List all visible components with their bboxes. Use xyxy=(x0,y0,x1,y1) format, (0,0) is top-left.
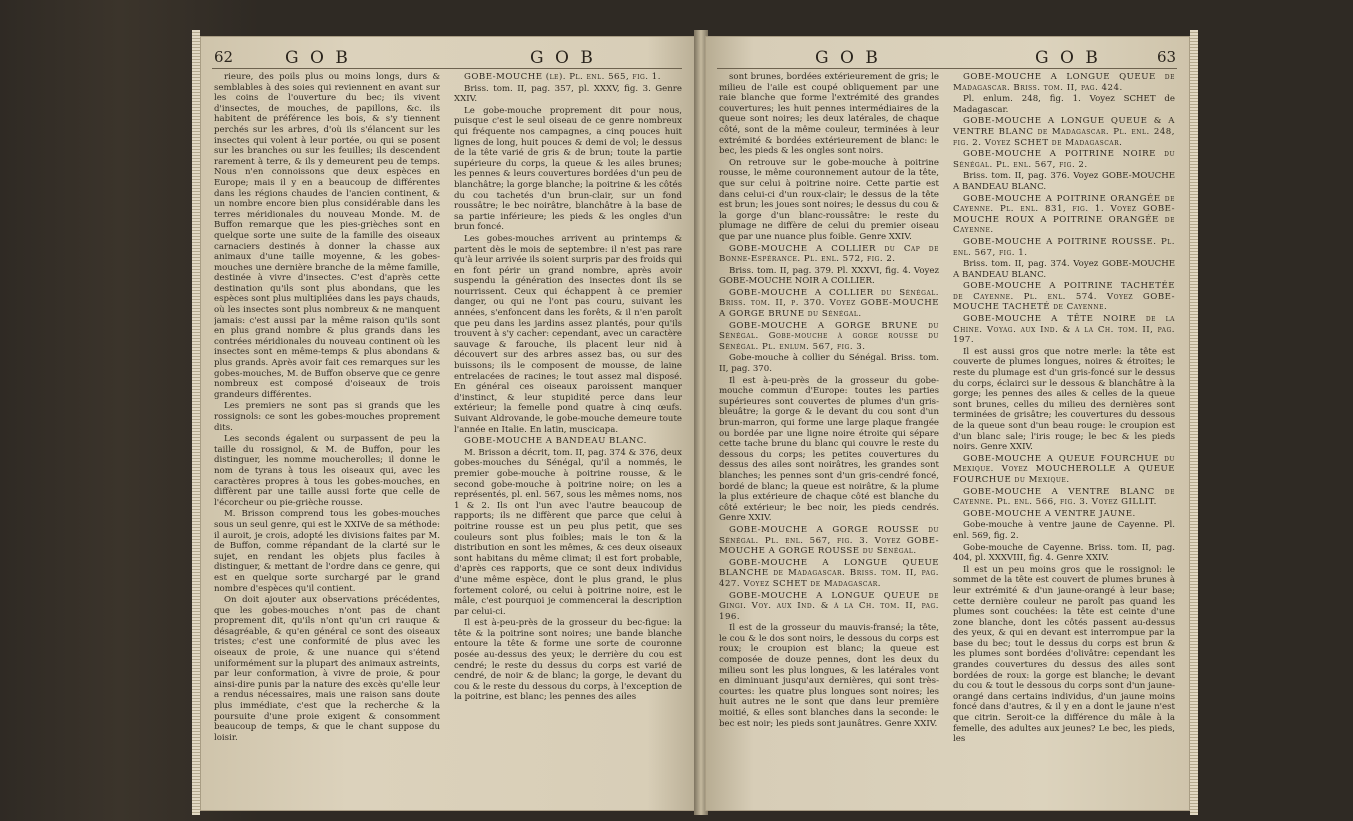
paragraph: Gobe-mouche à ventre jaune de Cayenne. Pl. enl. 569, fig. 2. xyxy=(953,520,1175,541)
paragraph: GOBE-MOUCHE A POITRINE NOIRE du Sénégal. Pl. enl. 567, fig. 2. xyxy=(953,149,1175,170)
page-number: 63 xyxy=(1157,48,1177,66)
text-column-1 xyxy=(719,72,939,797)
paragraph: GOBE-MOUCHE (le). Pl. enl. 565, fig. 1. xyxy=(464,72,661,82)
paragraph: GOBE-MOUCHE A GORGE ROUSSE du Sénégal. Pl. enl. 567, fig. 3. Voyez GOBE-MOUCHE A GORGE ROUSSE du Sénégal. xyxy=(719,524,939,557)
paragraph: Briss. tom. II, pag. 374. Voyez GOBE-MOUCHE A BANDEAU BLANC. xyxy=(953,259,1175,280)
right-page xyxy=(705,36,1190,811)
paragraph: Les gobes-mouches arrivent au printemps & partent dès le mois de septembre: il n'est pas rare qu'à leur arrivée ils soient surpris par des froids qui en font périr un grand nombre, après avoir suspendu la génération des insectes dont ils se nourrissent. Ceux qui échappent à ce premier danger, ou qui ne l'ont pas couru, suivant les années, s'enfoncent dans les forêts, & il n'en paroît que peu dans les jardins assez plantés, pour qu'ils trouvent à s'y cacher: cependant, avec un caractère sauvage & farouche, ils placent leur nid à découvert sur des arbres assez bas, ou sur des buissons; ils le composent de mousse, de laine entrelacées de racines; le tout assez mal disposé. En général ces oiseaux paroissent manquer d'instinct, & leur stupidité perce dans leur extérieur; la femelle pond quatre à cinq œufs. Suivant Aldrovande, le gobe-mouche demeure toute l'année en Italie. En latin, muscicapa. xyxy=(454,233,682,435)
paragraph: GOBE-MOUCHE A VENTRE BLANC de Cayenne. Pl. enl. 566, fig. 3. Voyez GILLIT. xyxy=(953,486,1175,508)
paragraph: Pl. enlum. 248, fig. 1. Voyez SCHET de Madagascar. xyxy=(953,94,1175,115)
paragraph: Briss. tom. II, pag. 379. Pl. XXXVI, fig. 4. Voyez GOBE-MOUCHE NOIR A COLLIER. xyxy=(719,265,939,287)
paragraph: GOBE-MOUCHE A COLLIER du Cap de Bonne-Espérance. Pl. enl. 572, fig. 2. xyxy=(719,243,939,265)
paragraph: GOBE-MOUCHE A BANDEAU BLANC. xyxy=(464,436,647,447)
running-head-right: G O B xyxy=(1035,48,1101,68)
paragraph: Le gobe-mouche proprement dit pour nous, puisque c'est le seul oiseau de ce genre nombreux qui fréquente nos campagnes, a cinq pouces huit lignes de long, huit pouces & demi de vol; le dessus de la tête varié de gris & de brun; toute la partie supérieure du corps, la queue & les ailes brunes; les pennes & leurs couvertures bordées d'un peu de blanchâtre; la gorge blanche; la poitrine & les côtés du cou tachetés d'un brun-clair, sur un fond roussâtre; le bec noirâtre, blanchâtre à la base de sa partie inférieure; les pieds & les ongles d'un brun foncé. xyxy=(454,105,682,233)
paragraph: GOBE-MOUCHE A TÊTE NOIRE de la Chine. Voyag. aux Ind. & à la Ch. tom. II, pag. 197. xyxy=(953,314,1175,346)
paragraph: Gobe-mouche à collier du Sénégal. Briss. tom. II, pag. 370. xyxy=(719,353,939,375)
paragraph: GOBE-MOUCHE A LONGUE QUEUE de Madagascar. Briss. tom. II, pag. 424. xyxy=(953,72,1175,93)
paragraph: Les premiers ne sont pas si grands que les rossignols: ce sont les gobes-mouches proprement dits. xyxy=(214,401,440,433)
paragraph: GOBE-MOUCHE A QUEUE FOURCHUE du Mexique. Voyez MOUCHEROLLE A QUEUE FOURCHUE du Mexique. xyxy=(953,453,1175,485)
paragraph: Il est de la grosseur du mauvis-fransé; la tête, le cou & le dos sont noirs, le dessous du corps est roux; le croupion est blanc; la queue est composée de douze pennes, dont les deux du milieu sont les plus longues, & les latérales vont en diminuant jusqu'aux dernières, qui sont très-courtes: les quatre plus longues sont noires; les huit autres ne le sont que dans leur première moitié, & elles sont blanches dans la seconde: le bec est noir; les pieds sont jaunâtres. Genre XXIV. xyxy=(719,623,939,729)
paragraph: Les seconds égalent ou surpassent de peu la taille du rossignol, & M. de Buffon, pour les distinguer, les nomme moucherolles; il donne le nom de tyrans à tous les oiseaux qui, avec les caractères propres à tous les gobes-mouches, en diffèrent par une taille aussi forte que celle de l'écorcheur ou pie-grièche rousse. xyxy=(214,434,440,508)
paragraph: Briss. tom. II, pag. 357, pl. XXXV, fig. 3. Genre XXIV. xyxy=(454,83,682,105)
running-head-left: G O B xyxy=(285,48,351,68)
page-edge-left xyxy=(192,30,200,815)
text-column-2 xyxy=(953,72,1175,797)
paragraph: Il est à-peu-près de la grosseur du bec-figue: la tête & la poitrine sont noires; une bande blanche entoure la tête & forme une sorte de couronne posée au-dessus des yeux; le derrière du cou est cendré; le reste du dessus du corps est varié de cendré, de noir & de blanc; la gorge, le devant du cou & le reste du dessous du corps, à l'exception de la poitrine, est blanc; les pennes des ailes xyxy=(454,618,682,703)
paragraph: GOBE-MOUCHE A POITRINE TACHETÉE de Cayenne. Pl. enl. 574. Voyez GOBE-MOUCHE TACHETÉ de Cayenne. xyxy=(953,281,1175,313)
paragraph: rieure, des poils plus ou moins longs, durs & semblables à des soies qui reviennent en avant sur les coins de l'ouverture du bec; ils vivent d'insectes, de mouches, de papillons, &c. ils habitent de préférence les bois, & s'y tiennent perchés sur les arbres, d'où ils s'élancent sur les insectes qui volent à leur portée, ou qui se posent sur les branches ou sur les feuilles; ils descendent rarement à terre, & ils y demeurent peu de temps. Nous n'en connoissons que deux espèces en Europe; mais il y en a beaucoup de différentes dans les régions chaudes de l'ancien continent, & un nombre encore bien plus considérable dans les terres méridionales du nouveau Monde. M. de Buffon remarque que les pies-grièches sont en quelque sorte une suite de la famille des oiseaux carnaciers destinés à donner la chasse aux animaux d'une taille moyenne, & les gobes-mouches une dernière branche de la même famille, destinée à vivre d'insectes. C'est d'après cette destination qu'ils sont plus abondans, que les espèces sont plus multipliées dans les pays chauds, où les insectes sont plus nombreux & ne manquent jamais: c'est aussi par la même raison qu'ils sont en plus grand nombre & plus grands dans les contrées méridionales du nouveau continent où les insectes sont en même-temps & plus abondans & plus grands. Après avoir fait ces remarques sur les gobes-mouches, M. de Buffon observe que ce genre nombreux est composé d'oiseaux de trois grandeurs différentes. xyxy=(214,72,440,400)
paragraph: GOBE-MOUCHE A GORGE BRUNE du Sénégal. Gobe-mouche à gorge rousse du Sénégal. Pl. enlum. 567, fig. 3. xyxy=(719,320,939,352)
page-edge-right xyxy=(1190,30,1198,815)
paragraph: Il est aussi gros que notre merle: la tête est couverte de plumes longues, noires & étroites; le reste du plumage est d'un gris-foncé sur le dessus du corps, éclairci sur le dessous & blanchâtre à la gorge; les pennes des ailes & celles de la queue sont brunes, celles du milieu des dernières sont terminées de grisâtre; les couvertures du dessous de la queue sont d'un beau rouge: le croupion est d'un blanc sale; l'iris rouge; le bec & les pieds noirs. Genre XXIV. xyxy=(953,346,1175,453)
paragraph: GOBE-MOUCHE A LONGUE QUEUE de Gingi. Voy. aux Ind. & à la Ch. tom. II, pag. 196. xyxy=(719,590,939,622)
paragraph: GOBE-MOUCHE A VENTRE JAUNE. xyxy=(963,508,1136,519)
text-column-1 xyxy=(214,72,440,797)
running-head-right: G O B xyxy=(530,48,596,68)
header-rule xyxy=(212,68,682,69)
paragraph: GOBE-MOUCHE A LONGUE QUEUE BLANCHE de Madagascar. Briss. tom. II, pag. 427. Voyez SCHET de Madagascar. xyxy=(719,557,939,589)
paragraph: GOBE-MOUCHE A POITRINE ORANGÉE de Cayenne. Pl. enl. 831, fig. 1. Voyez GOBE-MOUCHE ROUX A POITRINE ORANGÉE de Cayenne. xyxy=(953,193,1175,236)
paragraph: GOBE-MOUCHE A POITRINE ROUSSE. Pl. enl. 567, fig. 1. xyxy=(953,236,1175,258)
paragraph: Briss. tom. II, pag. 376. Voyez GOBE-MOUCHE A BANDEAU BLANC. xyxy=(953,171,1175,192)
paragraph: M. Brisson comprend tous les gobes-mouches sous un seul genre, qui est le XXIVe de sa méthode: il auroit, je crois, adopté les divisions faites par M. de Buffon, comme répandant de la clarté sur le sujet, en rendant les objets plus faciles à distinguer, & mettant de l'ordre dans ce genre, qui est en quelque sorte surchargé par le grand nombre d'espèces qu'il contient. xyxy=(214,509,440,594)
paragraph: On retrouve sur le gobe-mouche à poitrine rousse, le même couronnement autour de la tête, que sur celui à poitrine noire. Cette partie est dans celui-ci d'un roux-clair; le dessus de la tête est brun; les joues sont noires; le dessus du cou & la gorge d'un blanc-roussâtre: le reste du plumage ne diffère de celui du premier oiseau que par une nuance plus foible. Genre XXIV. xyxy=(719,157,939,242)
paragraph: GOBE-MOUCHE A COLLIER du Sénégal. Briss. tom. II, p. 370. Voyez GOBE-MOUCHE A GORGE BRUNE du Sénégal. xyxy=(719,287,939,320)
paragraph: Gobe-mouche de Cayenne. Briss. tom. II, pag. 404, pl. XXXVIII, fig. 4. Genre XXIV. xyxy=(953,542,1175,564)
paragraph: M. Brisson a décrit, tom. II, pag. 374 & 376, deux gobes-mouches du Sénégal, qu'il a nommés, le premier gobe-mouche à poitrine rousse, & le second gobe-mouche à poitrine noire; on les a représentés, pl. enl. 567, sous les mêmes noms, nos 1 & 2. Ils ont l'un avec l'autre beaucoup de rapports; ils ne diffèrent que parce que celui à poitrine rousse est un peu plus petit, que ses couleurs sont plus foibles; mais le ton & la distribution en sont les mêmes, & ces deux oiseaux sont habitans du même climat; il est fort probable, d'après ces rapports, que ce sont deux individus d'une même espèce, dont le plus grand, le plus fortement coloré, ou celui à poitrine noire, est le mâle, c'est pourquoi je commencerai la description par celui-ci. xyxy=(454,447,682,617)
paragraph: On doit ajouter aux observations précédentes, que les gobes-mouches n'ont pas de chant proprement dit, qu'ils n'ont qu'un cri rauque & désagréable, & qu'en général ce sont des oiseaux tristes; c'est une conformité de plus avec les oiseaux de proie, & une nuance qui s'étend uniformément sur la plupart des animaux astreints, par leur conformation, à vivre de proie, & pour ainsi-dire punis par la nature des excès qu'elle leur a rendus nécessaires, mais une raison sans doute plus immédiate, c'est que la recherche & la poursuite d'une proie exigent & consomment beaucoup de temps, & que le chant suppose du loisir. xyxy=(214,595,440,743)
paragraph: Il est un peu moins gros que le rossignol: le sommet de la tête est couvert de plumes brunes à leur extrémité & d'un jaune-orangé à leur base; cette dernière couleur ne paroît pas quand les plumes sont couchées: la tête est ceinte d'une zone blanche, dont les côtés passent au-dessus des yeux, & qui en devant est interrompue par la base du bec; tout le dessus du corps est brun & les plumes sont bordées d'olivâtre: cependant les grandes couvertures du dessus des ailes sont bordées de roux: la gorge est blanche; le devant du cou & tout le dessous du corps sont d'un jaune-orangé dans certains individus, d'un jaune moins foncé dans d'autres, & il y en a dont le jaune n'est que citrin. Seroit-ce la différence du mâle à la femelle, des adultes aux jeunes? Le bec, les pieds, les xyxy=(953,564,1175,745)
header-rule xyxy=(717,68,1177,69)
left-page xyxy=(200,36,697,811)
paragraph: Il est à-peu-près de la grosseur du gobe-mouche commun d'Europe: toutes les parties supérieures sont couvertes de plumes d'un gris-bleuâtre; la gorge & le devant du cou sont d'un brun-marron, qui forme une large plaque frangée ou bordée par une ligne noire étroite qui sépare cette tache brune du blanc qui couvre le reste du dessous du corps; les petites couvertures du dessus des ailes sont noirâtres, les grandes sont blanches; les pennes sont d'un gris-cendré foncé, bordé de blanc; la queue est noirâtre, & la plume la plus extérieure de chaque côté est blanche du côté extérieur; le bec noir, les pieds cendrés. Genre XXIV. xyxy=(719,375,939,524)
paragraph: GOBE-MOUCHE A LONGUE QUEUE & A VENTRE BLANC de Madagascar. Pl. enl. 248, fig. 2. Voyez SCHET de Madagascar. xyxy=(953,116,1175,148)
text-column-2 xyxy=(454,72,682,797)
running-head-left: G O B xyxy=(815,48,881,68)
page-number: 62 xyxy=(214,48,234,66)
paragraph: sont brunes, bordées extérieurement de gris; le milieu de l'aile est coupé obliquement par une raie blanche que forme l'extrémité des grandes couvertures; les huit pennes intermédiaires de la queue sont noires; les deux latérales, de chaque côté, sont de la même couleur, terminées à leur extrémité & bordées extérieurement de blanc: le bec, les pieds & les ongles sont noirs. xyxy=(719,72,939,157)
